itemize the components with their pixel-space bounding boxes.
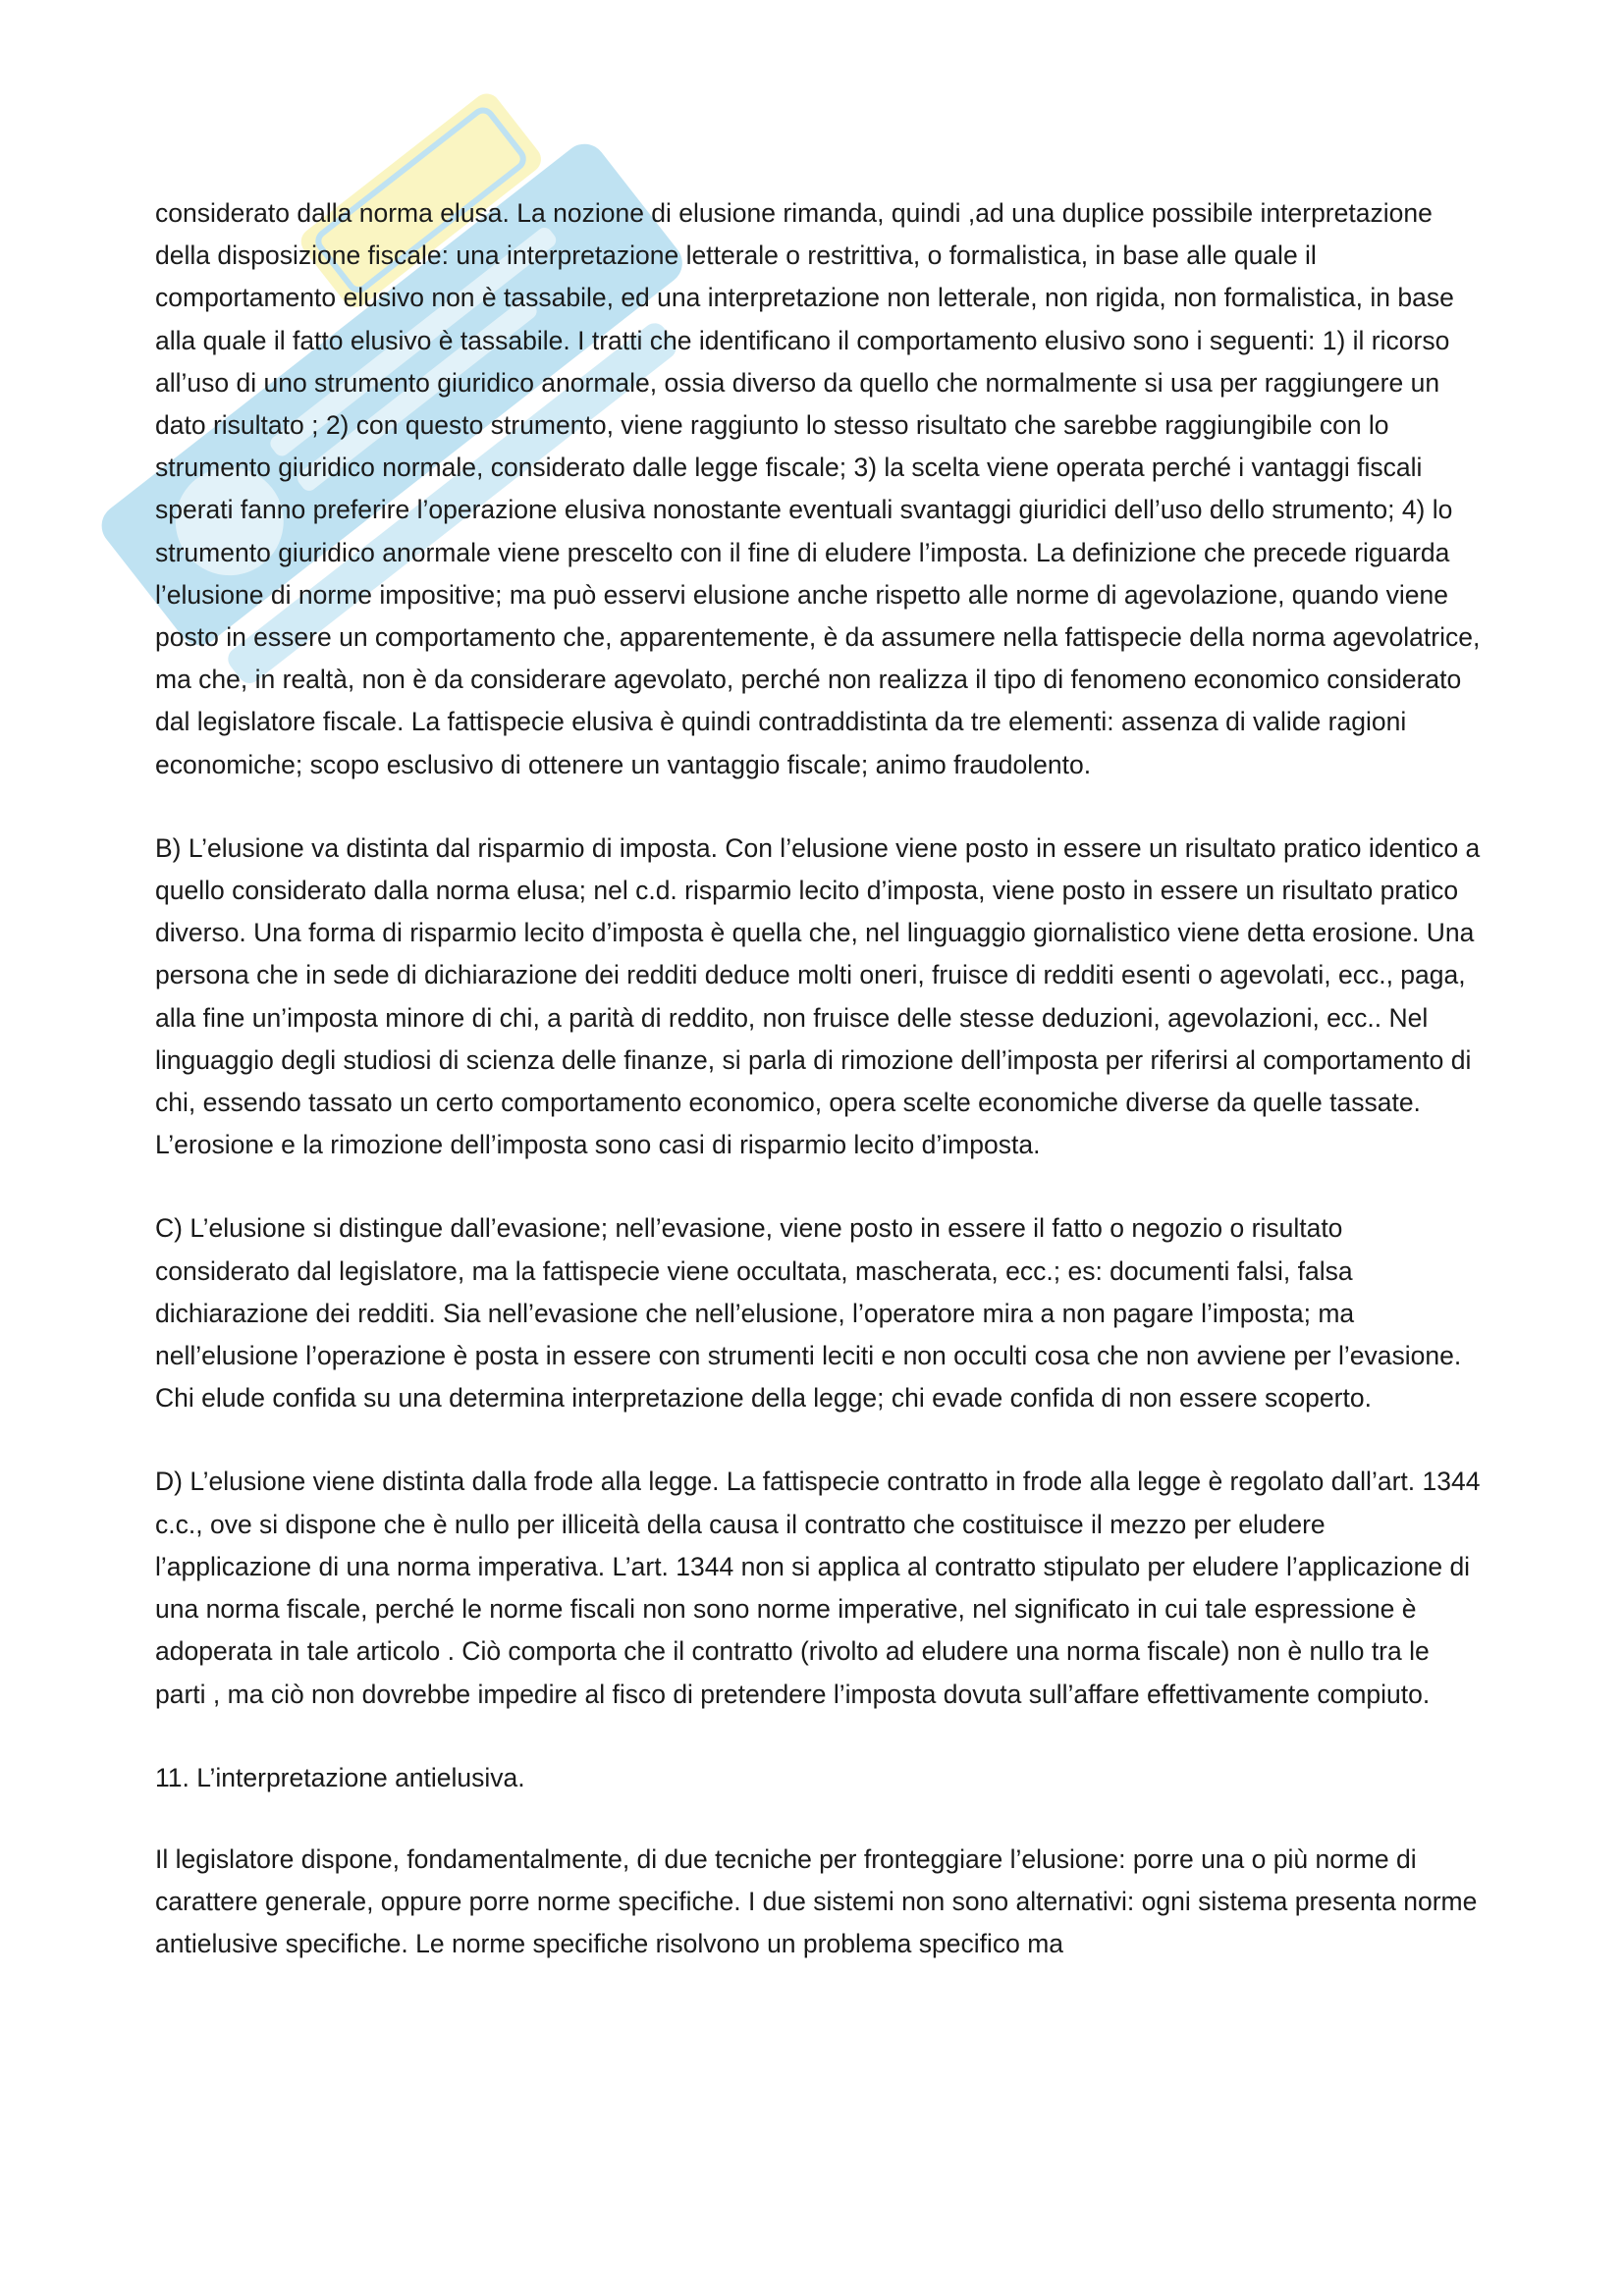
document-body (155, 192, 1481, 2007)
paragraph-elusione-definizione: considerato dalla norma elusa. La nozione di elusione rimanda, quindi ,ad una duplice possibile interpretazione della disposizione fiscale: una interpretazione letterale o restrittiva, o formalistica, in base alle quale il comportamento elusivo non è tassabile, ed una interpretazione non letterale, non rigida, non formalistica, in base alla quale il fatto elusivo è tassabile. I tratti che identificano il comportamento elusivo sono i seguenti: 1) il ricorso all’uso di uno strumento giuridico anormale, ossia diverso da quello che normalmente si usa per raggiungere un dato risultato ; 2) con questo strumento, viene raggiunto lo stesso risultato che sarebbe raggiungibile con lo strumento giuridico normale, considerato dalle legge fiscale; 3) la scelta viene operata perché i vantaggi fiscali sperati fanno preferire l’operazione elusiva nonostante eventuali svantaggi giuridici dell’uso dello strumento; 4) lo strumento giuridico anormale viene prescelto con il fine di eludere l’imposta. La definizione che precede riguarda l’elusione di norme impositive; ma può esservi elusione anche rispetto alle norme di agevolazione, quando viene posto in essere un comportamento che, apparentemente, è da assumere nella fattispecie della norma agevolatrice, ma che, in realtà, non è da considerare agevolato, perché non realizza il tipo di fenomeno economico considerato dal legislatore fiscale. La fattispecie elusiva è quindi contraddistinta da tre elementi: assenza di valide ragioni economiche; scopo esclusivo di ottenere un vantaggio fiscale; animo fraudolento. (155, 198, 1481, 779)
paragraph-d-frode-legge: D) L’elusione viene distinta dalla frode alla legge. La fattispecie contratto in frode alla legge è regolato dall’art. 1344 c.c., ove si dispone che è nullo per illiceità della causa il contratto che costituisce il mezzo per eludere l’applicazione di una norma imperativa. L’art. 1344 non si applica al contratto stipulato per eludere l’applicazione di una norma fiscale, perché le norme fiscali non sono norme imperative, nel significato in cui tale espressione è adoperata in tale articolo . Ciò comporta che il contratto (rivolto ad eludere una norma fiscale) non è nullo tra le parti , ma ciò non dovrebbe impedire al fisco di pretendere l’imposta dovuta sull’affare effettivamente compiuto. (155, 1467, 1481, 1709)
paragraph-c-evasione: C) L’elusione si distingue dall’evasione; nell’evasione, viene posto in essere il fatto o negozio o risultato considerato dal legislatore, ma la fattispecie viene occultata, mascherata, ecc.; es: documenti falsi, falsa dichiarazione dei redditi. Sia nell’evasione che nell’elusione, l’operatore mira a non pagare l’imposta; ma nell’elusione l’operazione è posta in essere con strumenti leciti e non occulti cosa che non avviene per l’evasione. Chi elude confida su una determina interpretazione della legge; chi evade confida di non essere scoperto. (155, 1213, 1462, 1414)
section-heading: 11. L’interpretazione antielusiva. (155, 1762, 525, 1792)
paragraph-b-risparmio-imposta: B) L’elusione va distinta dal risparmio di imposta. Con l’elusione viene posto in essere un risultato pratico identico a quello considerato dalla norma elusa; nel c.d. risparmio lecito d’imposta, viene posto in essere un risultato pratico diverso. Una forma di risparmio lecito d’imposta è quella che, nel linguaggio giornalistico viene detta erosione. Una persona che in sede di dichiarazione dei redditi deduce molti oneri, fruisce di redditi esenti o agevolati, ecc., paga, alla fine un’imposta minore di chi, a parità di reddito, non fruisce delle stesse deduzioni, agevolazioni, ecc.. Nel linguaggio degli studiosi di scienza delle finanze, si parla di rimozione dell’imposta per riferirsi al comportamento di chi, essendo tassato un certo comportamento economico, opera scelte economiche diverse da quelle tassate. L’erosione e la rimozione dell’imposta sono casi di risparmio lecito d’imposta. (155, 832, 1481, 1160)
paragraph-tecniche-legislatore: Il legislatore dispone, fondamentalmente, di due tecniche per fronteggiare l’elusione: porre una o più norme di carattere generale, oppure porre norme specifiche. I due sistemi non sono alternativi: ogni sistema presenta norme antielusive specifiche. Le norme specifiche risolvono un problema specifico ma (155, 1843, 1478, 1959)
